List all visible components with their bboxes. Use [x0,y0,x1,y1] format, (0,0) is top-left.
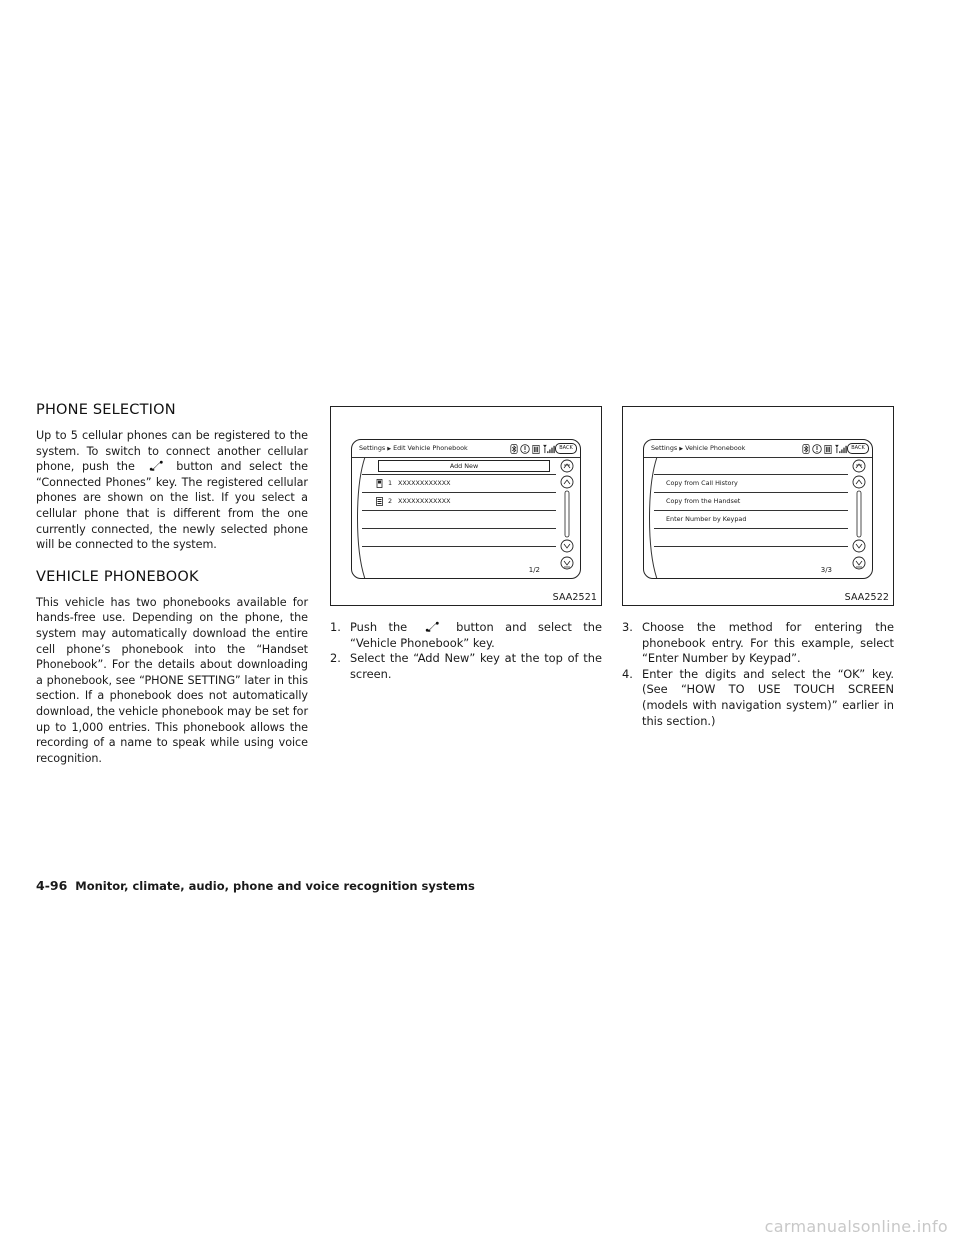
list-item: 2 XXXXXXXXXXXX [362,493,556,511]
add-new-row [362,457,556,475]
back-button: BACK [555,443,577,454]
heading-phone-selection: PHONE SELECTION [36,402,176,418]
watermark[interactable]: carmanualsonline.info [764,1217,948,1236]
add-new-button: Add New [378,460,550,472]
step-1: 1. Push the button and select the “Vehicle Phonebook” key. [330,620,602,650]
steps-list-1 [330,620,602,682]
list-item [654,547,848,564]
step-3: 3. Choose the method for entering the phonebook entry. For this example, select “Enter Number by Keypad”. [622,620,894,666]
figure-vehicle-phonebook [622,406,894,606]
page-indicator: 3/3 [820,566,832,574]
signal-strength-icon [834,444,848,454]
phone-handset-icon [419,621,445,633]
left-column [36,402,308,766]
signal-strength-icon [542,444,556,454]
back-button: BACK [847,443,869,454]
screen-header: Settings ▶ Edit Vehicle Phonebook [352,440,580,458]
battery-icon [532,444,540,454]
info-icon [812,444,822,454]
option-copy-from-handset: Copy from the Handset [654,493,848,511]
status-icons [802,443,848,454]
paragraph-vehicle-phonebook: This vehicle has two phonebooks available for hands-free use. Depending on the phone, the system may automatically download the entire cell phone’s phonebook into the “Handset Phonebook”. For the details about downloading a phonebook, see “PHONE SETTING” later in this section. If a phonebook does not automatically download, the vehicle phonebook may be set for up to 1,000 entries. This phonebook allows the recording of a name to speak while using voice recognition. [36,595,308,765]
scrollbar [850,458,868,572]
bluetooth-icon [802,444,810,454]
breadcrumb-arrow-icon: ▶ [679,446,684,452]
breadcrumb-arrow-icon: ▶ [387,446,392,452]
list-item [654,529,848,547]
heading-vehicle-phonebook: VEHICLE PHONEBOOK [36,568,199,585]
list-item [362,529,556,547]
middle-column [330,406,602,682]
bluetooth-icon [510,444,518,454]
option-copy-from-call-history: Copy from Call History [654,475,848,493]
status-icons [510,443,556,454]
step-2: 2. Select the “Add New” key at the top of the screen. [330,651,602,681]
phone-handset-icon [143,460,169,472]
steps-list-2 [622,620,894,729]
screen-edit-vehicle-phonebook [351,439,581,579]
method-list [654,457,848,564]
page-indicator: 1/2 [528,566,540,574]
mobile-phone-icon [376,479,383,488]
list-item [362,511,556,529]
phonebook-list [362,457,556,564]
screen-vehicle-phonebook [643,439,873,579]
battery-icon [824,444,832,454]
option-enter-number-by-keypad: Enter Number by Keypad [654,511,848,529]
step-4: 4. Enter the digits and select the “OK” key. (See “HOW TO USE TOUCH SCREEN (models with navigation system)” earlier in this section.) [622,666,894,728]
list-item [654,457,848,475]
phonebook-icon [376,497,383,506]
figure-code: SAA2521 [552,592,597,603]
page-number: 4-96 [36,878,68,893]
figure-code: SAA2522 [844,592,889,603]
screen-header: Settings ▶ Vehicle Phonebook [644,440,872,458]
list-item [362,547,556,564]
scrollbar [558,458,576,572]
list-item: 1 XXXXXXXXXXXX [362,475,556,493]
figure-edit-vehicle-phonebook [330,406,602,606]
info-icon [520,444,530,454]
paragraph-phone-selection: Up to 5 cellular phones can be registered to the system. To switch to connect another cellular phone, push the button and select the “Connected Phones” key. The registered cellular phones are shown on the list. If you select a cellular phone that is different from the one currently connected, the newly selected phone will be connected to the system. [36,429,309,552]
section-title: Monitor, climate, audio, phone and voice recognition systems [75,879,475,893]
page-footer [36,878,475,893]
right-column [622,406,894,729]
